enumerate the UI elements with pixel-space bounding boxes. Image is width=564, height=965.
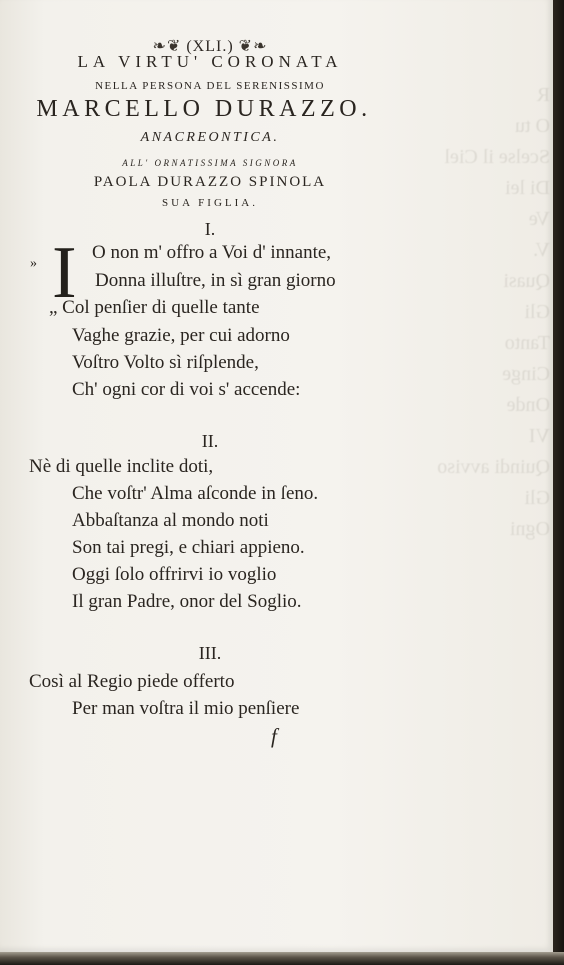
verse-line: Donna illuſtre, in sì gran giorno [95,270,336,291]
ghost-line: V. [533,239,550,261]
ghost-line: Ogni [510,518,550,540]
title-line-1: LA VIRTU' CORONATA [77,52,343,71]
verse-line: Nè di quelle inclite doti, [29,456,214,477]
ghost-line: Onde [506,394,550,416]
page-bottom-edge [0,952,564,965]
stanza-numeral: I. [204,219,216,239]
verse-line: Son tai pregi, e chiari appieno. [72,537,305,558]
ghost-line: Di lei [505,177,550,199]
page-number: (XLI.) [186,38,234,55]
verse-line: Oggi ſolo offrirvi io voglio [72,564,277,585]
title-line-7: SUA FIGLIA. [162,197,258,209]
ornament-left-icon: ❧❦ [152,38,182,55]
ghost-line: Quindi avviso [437,456,550,478]
title-line-4: ANACREONTICA. [140,130,280,145]
stanza-numeral: III. [198,643,222,663]
catchword: f [271,724,277,748]
stanza-numeral: II. [201,431,219,451]
ghost-line: Ve [528,208,550,230]
ghost-line: O tu [515,115,550,137]
verse-line: „ Col penſier di quelle tante [49,297,260,318]
verse-line: O non m' offro a Voi d' innante, [92,242,332,263]
ghost-line: Gli [524,487,550,509]
title-line-2: NELLA PERSONA DEL SERENISSIMO [95,80,325,92]
ghost-line: Tanto [504,332,550,354]
verse-line: Vaghe grazie, per cui adorno [72,325,290,346]
title-line-3: MARCELLO DURAZZO. [36,96,372,122]
verse-line: Per man voſtra il mio penſiere [72,698,300,719]
ghost-line: VI [528,425,550,447]
drop-cap: I [52,232,77,314]
verse-line: Che voſtr' Alma aſconde in ſeno. [72,483,319,504]
ghost-line: Scelse il Ciel [444,146,550,168]
title-line-6: PAOLA DURAZZO SPINOLA [93,174,327,190]
ornament-right-icon: ❦❧ [238,38,268,55]
page-edge-shadow [553,0,564,965]
verse-line: Il gran Padre, onor del Soglio. [72,591,302,612]
ghost-line: Cinge [502,363,550,385]
title-line-5: ALL' ORNATISSIMA SIGNORA [122,158,298,168]
quote-mark: » [30,256,37,271]
ghost-line: Quasi [503,270,550,292]
ghost-line: Gli [524,301,550,323]
verse-line: Abbaſtanza al mondo noti [72,510,269,531]
ghost-line: R [536,84,550,106]
verse-line: Voſtro Volto sì riſplende, [72,352,259,373]
verse-line: Ch' ogni cor di voi s' accende: [72,379,301,400]
verse-line: Così al Regio piede offerto [29,671,235,692]
